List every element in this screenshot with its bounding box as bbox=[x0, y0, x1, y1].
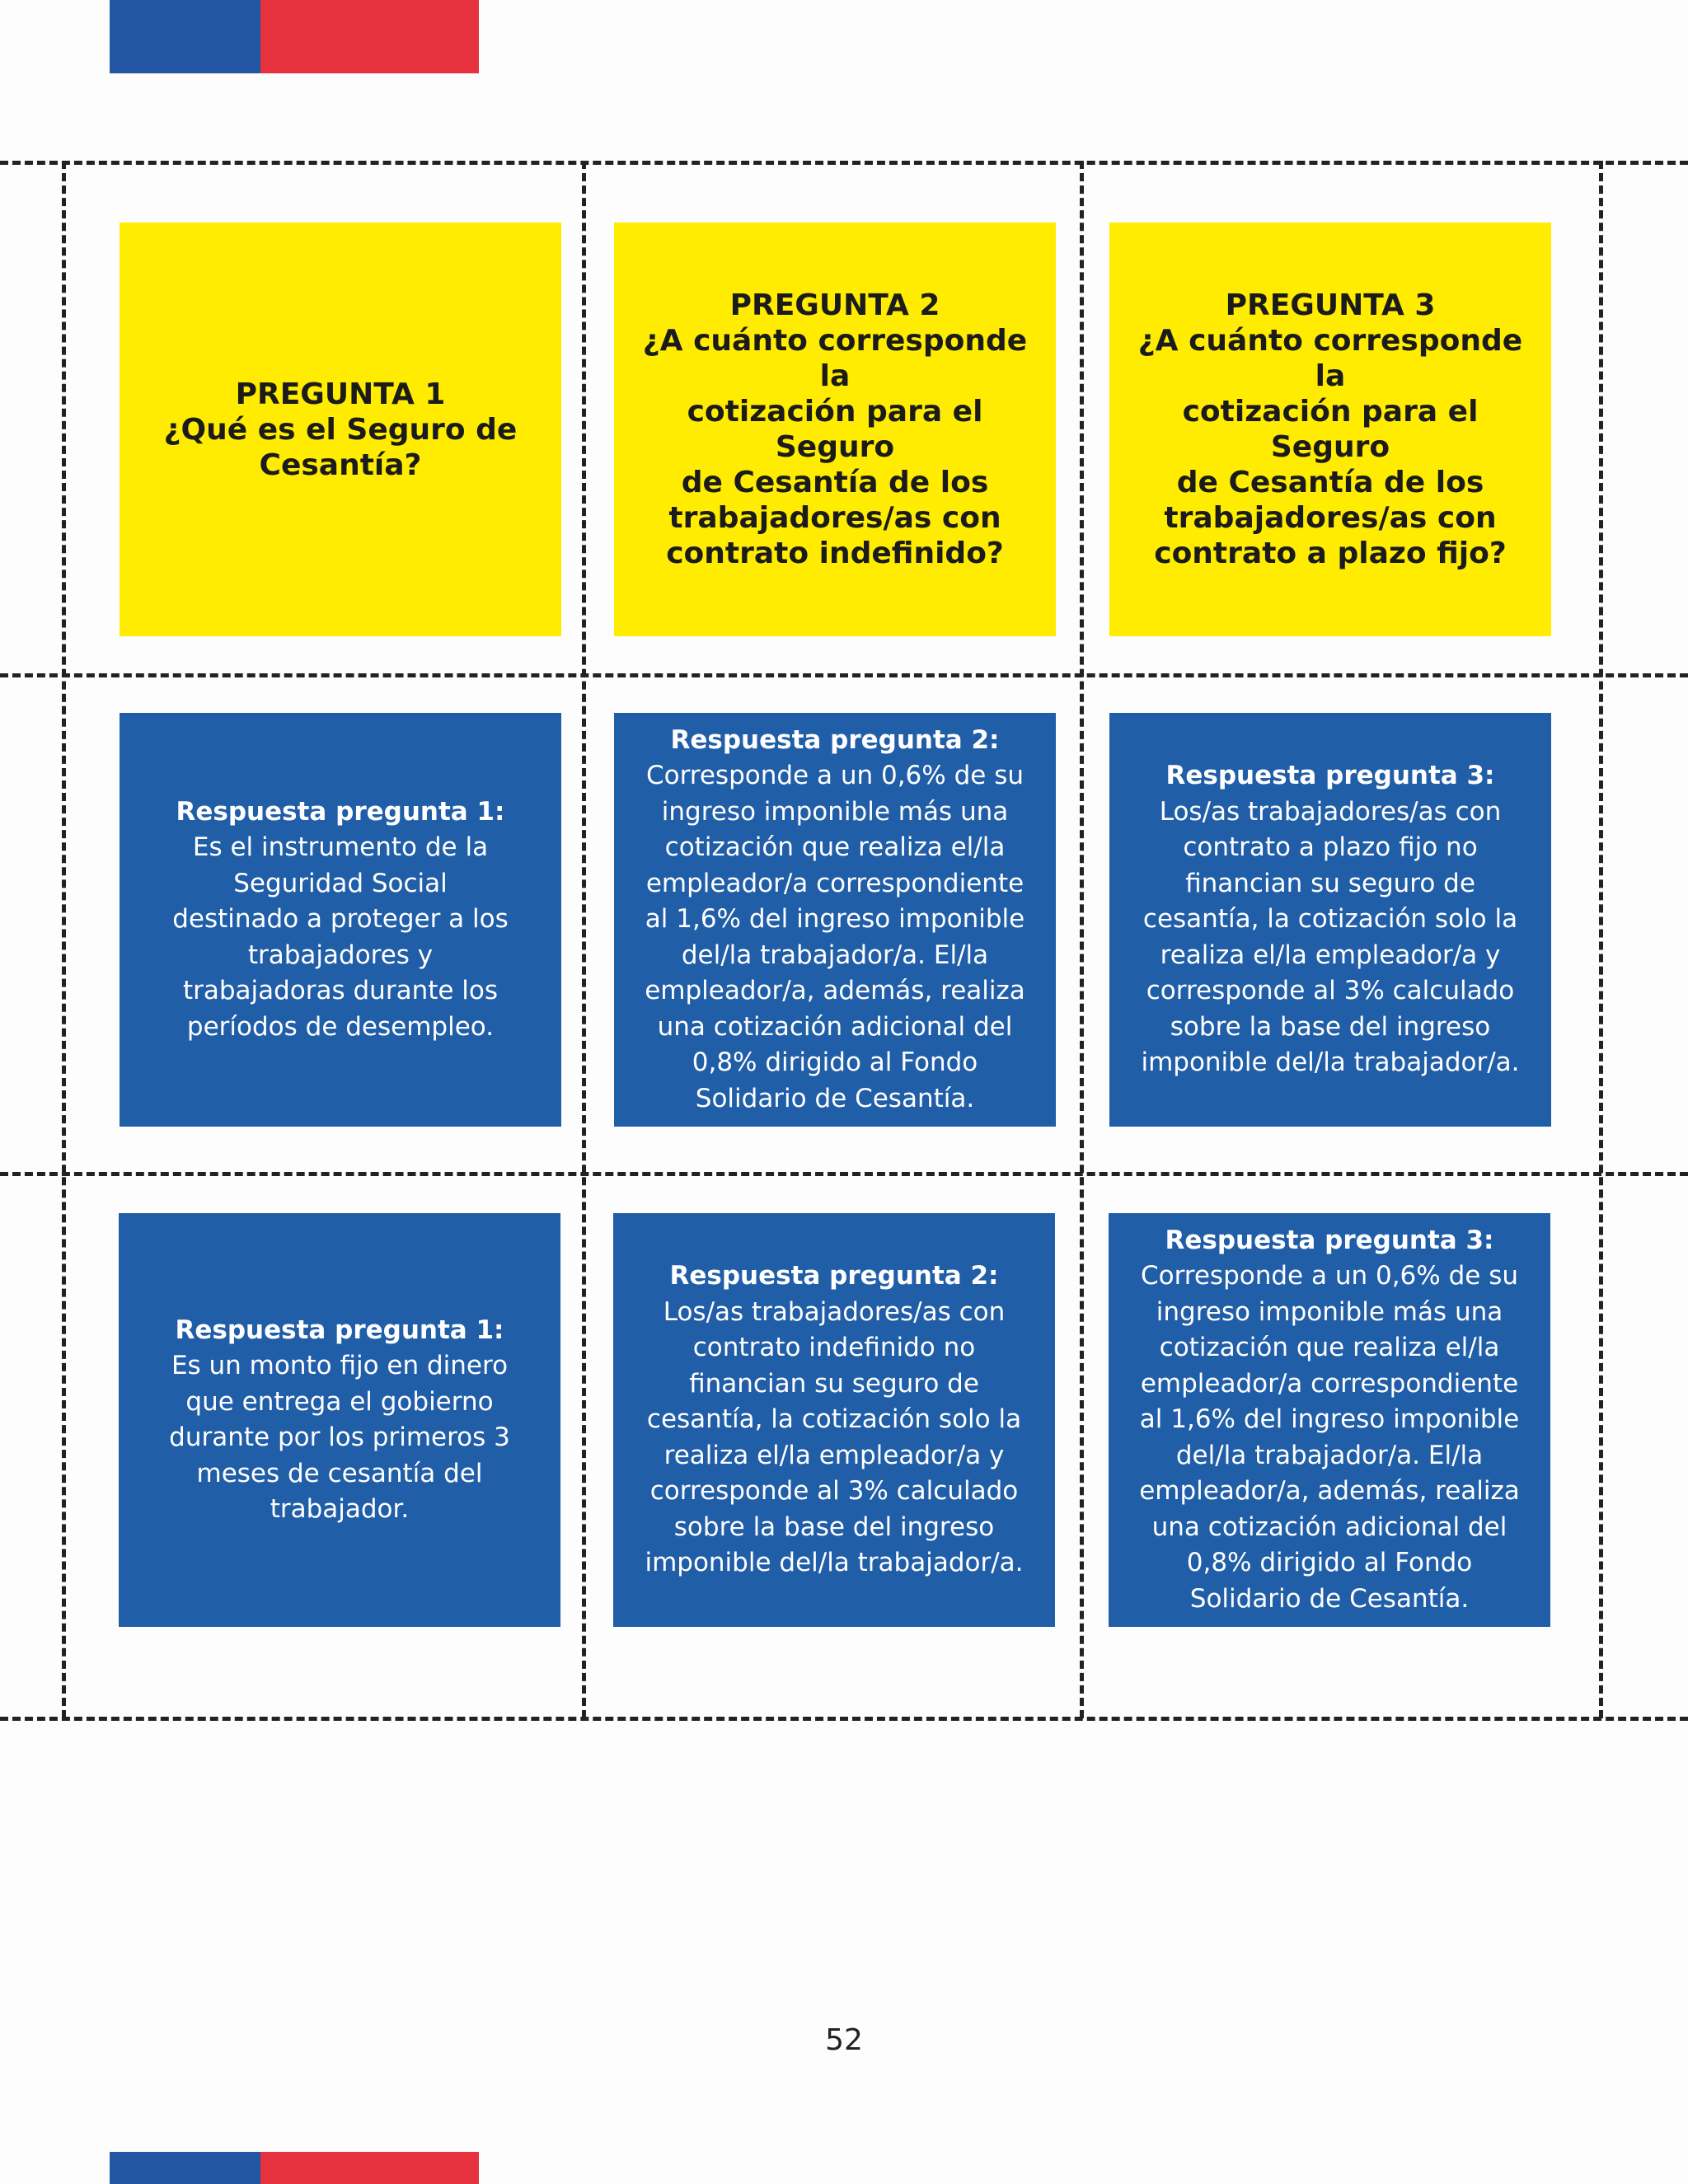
question-title: PREGUNTA 2 bbox=[729, 288, 940, 322]
answer-title: Respuesta pregunta 1: bbox=[176, 796, 505, 827]
answer-card-r2-1 bbox=[119, 1213, 560, 1627]
question-text: ¿Qué es el Seguro de Cesantía? bbox=[163, 412, 518, 482]
answer-title: Respuesta pregunta 3: bbox=[1165, 1225, 1494, 1255]
cut-line-horizontal bbox=[0, 673, 1688, 677]
answer-title: Respuesta pregunta 1: bbox=[175, 1315, 504, 1345]
answer-text: Es el instrumento de la Seguridad Social destinado a proteger a los trabajadores y trabajadoras durante los períodos de desempleo. bbox=[172, 832, 509, 1042]
answer-text: Los/as trabajadores/as con contrato a plazo fijo no financian su seguro de cesantía, la cotización solo la realiza el/la empleador/a y corresponde al 3% calculado sobre la base del ingreso imponible del/la trabajador/a. bbox=[1141, 796, 1520, 1078]
cut-line-vertical bbox=[62, 161, 66, 1718]
answer-title: Respuesta pregunta 2: bbox=[669, 1261, 999, 1291]
answer-title: Respuesta pregunta 3: bbox=[1165, 761, 1495, 791]
flag-red-block bbox=[260, 0, 479, 73]
question-text: ¿A cuánto corresponde la cotización para el Seguro de Cesantía de los trabajadores/as con contrato a plazo fijo? bbox=[1137, 324, 1523, 570]
flag-red-block bbox=[260, 2152, 479, 2184]
answer-text: Los/as trabajadores/as con contrato indefinido no financian su seguro de cesantía, la cotización solo la realiza el/la empleador/a y corresponde al 3% calculado sobre la base del ingreso imponible del/la trabajador/a. bbox=[645, 1296, 1024, 1578]
answer-card-r1-3 bbox=[1109, 713, 1551, 1127]
footer-flag-bar bbox=[110, 2152, 479, 2184]
header-flag-bar bbox=[110, 0, 479, 73]
cut-line-horizontal bbox=[0, 161, 1688, 165]
question-title: PREGUNTA 1 bbox=[235, 377, 446, 411]
answer-card-r1-2 bbox=[614, 713, 1056, 1127]
question-card-2 bbox=[614, 223, 1056, 636]
flag-blue-block bbox=[110, 2152, 260, 2184]
question-text: ¿A cuánto corresponde la cotización para el Seguro de Cesantía de los trabajadores/as con contrato indefinido? bbox=[642, 324, 1028, 570]
answer-card-r1-1 bbox=[120, 713, 561, 1127]
page-number: 52 bbox=[825, 2023, 863, 2057]
answer-card-r2-3 bbox=[1109, 1213, 1550, 1627]
cut-line-vertical bbox=[1599, 161, 1603, 1718]
answer-card-r2-2 bbox=[613, 1213, 1055, 1627]
question-card-1 bbox=[120, 223, 561, 636]
question-card-3 bbox=[1109, 223, 1551, 636]
flag-blue-block bbox=[110, 0, 260, 73]
cut-line-vertical bbox=[582, 161, 586, 1718]
cut-line-horizontal bbox=[0, 1172, 1688, 1176]
answer-text: Es un monto fijo en dinero que entrega el gobierno durante por los primeros 3 meses de cesantía del trabajador. bbox=[169, 1351, 510, 1524]
answer-text: Corresponde a un 0,6% de su ingreso imponible más una cotización que realiza el/la empleador/a correspondiente al 1,6% del ingreso imponible del/la trabajador/a. El/la empleador/a, además, realiza una cotización adicional del 0,8% dirigido al Fondo Solidario de Cesantía. bbox=[645, 761, 1025, 1113]
question-title: PREGUNTA 3 bbox=[1225, 288, 1436, 322]
answer-title: Respuesta pregunta 2: bbox=[670, 724, 1000, 755]
answer-text: Corresponde a un 0,6% de su ingreso imponible más una cotización que realiza el/la empleador/a correspondiente al 1,6% del ingreso imponible del/la trabajador/a. El/la empleador/a, además, realiza una cotización adicional del 0,8% dirigido al Fondo Solidario de Cesantía. bbox=[1139, 1261, 1520, 1614]
cut-line-vertical bbox=[1080, 161, 1084, 1718]
cut-line-horizontal bbox=[0, 1717, 1688, 1721]
